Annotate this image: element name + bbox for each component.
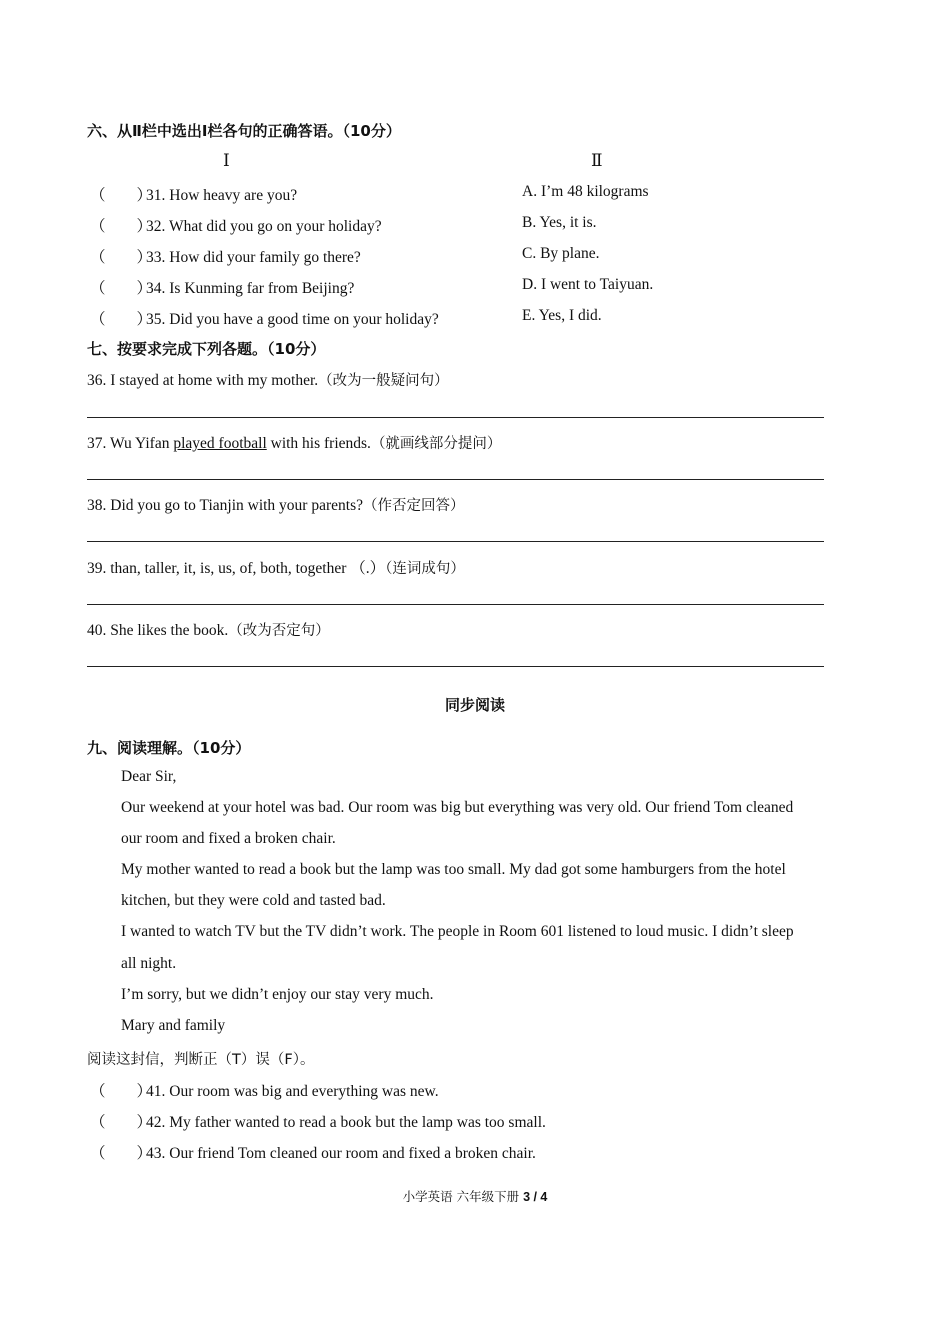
page-number: 3 / 4 [523,1190,548,1204]
answer-blank[interactable]: （ ） [90,280,153,297]
answer-option: A. I’m 48 kilograms [522,183,649,200]
tf-item [90,1079,439,1101]
answer-option: E. Yes, I did. [522,307,602,324]
question-text: 33. How did your family go there? [146,249,361,266]
letter-line: Dear Sir, [121,768,177,785]
footer-subject: 小学英语 六年级下册 [402,1189,524,1204]
question-37-post: with his friends. [266,435,371,452]
letter-line: our room and fixed a broken chair. [121,830,336,847]
letter-line: Our weekend at your hotel was bad. Our room was big but everything was very old. Our friend Tom cleaned [121,799,794,816]
question-text: 34. Is Kunming far from Beijing? [146,280,355,297]
tf-statement: 43. Our friend Tom cleaned our room and fixed a broken chair. [146,1145,536,1162]
question-36-text: 36. I stayed at home with my mother. [87,372,319,389]
question-40-instruction: （改为否定句） [228,623,330,639]
answer-line-40[interactable] [87,666,824,667]
answer-option: C. By plane. [522,245,600,262]
tf-statement: 41. Our room was big and everything was new. [146,1083,439,1100]
tf-instruction: 阅读这封信，判断正（T）误（F）。 [87,1052,315,1068]
tf-statement: 42. My father wanted to read a book but the lamp was too small. [146,1114,546,1131]
question-38-text: 38. Did you go to Tianjin with your parents? [87,497,363,514]
answer-blank[interactable]: （ ） [90,1114,153,1131]
question-text: 32. What did you go on your holiday? [146,218,382,235]
question-39-instruction: （连词成句） [385,561,465,577]
tf-item [90,1110,546,1132]
letter-line: I wanted to watch TV but the TV didn’t work. The people in Room 601 listened to loud music. I didn’t sleep [121,923,794,940]
letter-line: kitchen, but they were cold and tasted bad. [121,892,386,909]
answer-option: D. I went to Taiyuan. [522,276,654,293]
letter-line: all night. [121,955,177,972]
section9-heading: 九、阅读理解。（10分） [87,739,251,757]
answer-blank[interactable]: （ ） [90,311,153,328]
question-text: 31. How heavy are you? [146,187,298,204]
letter-line: I’m sorry, but we didn’t enjoy our stay very much. [121,986,434,1003]
question-37-underlined: played football [173,435,267,452]
question-36-instruction: （改为一般疑问句） [318,373,449,389]
question-40 [87,619,330,640]
page-footer [0,1187,950,1205]
column-ii-header: Ⅱ [591,151,603,170]
question-37-instruction: （就画线部分提问） [370,436,502,452]
question-38-instruction: （作否定回答） [362,498,465,514]
question-37 [87,432,501,453]
letter-line: My mother wanted to read a book but the lamp was too small. My dad got some hamburgers from the hotel [121,861,786,878]
answer-option: B. Yes, it is. [522,214,597,231]
question-39-text: 39. than, taller, it, is, us, of, both, together （.） [87,560,386,577]
question-40-text: 40. She likes the book. [87,622,229,639]
question-text: 35. Did you have a good time on your holiday? [146,311,439,328]
question-38 [87,494,464,515]
column-i-header: Ⅰ [223,151,230,170]
section7-heading: 七、按要求完成下列各题。（10分） [87,340,326,358]
question-39 [87,556,465,578]
answer-line-38[interactable] [87,541,824,542]
answer-blank[interactable]: （ ） [90,1145,153,1162]
answer-blank[interactable]: （ ） [90,187,153,204]
section6-heading: 六、从Ⅱ栏中选出Ⅰ栏各句的正确答语。（10分） [87,122,401,140]
answer-line-37[interactable] [87,479,824,480]
answer-blank[interactable]: （ ） [90,1083,153,1100]
answer-blank[interactable]: （ ） [90,218,153,235]
question-37-pre: 37. Wu Yifan [87,435,174,452]
tf-item [90,1141,536,1163]
answer-blank[interactable]: （ ） [90,249,153,266]
sync-reading-title: 同步阅读 [444,696,505,714]
question-36 [87,369,449,390]
letter-signature: Mary and family [121,1017,226,1034]
answer-line-36[interactable] [87,417,824,418]
answer-line-39[interactable] [87,604,824,605]
